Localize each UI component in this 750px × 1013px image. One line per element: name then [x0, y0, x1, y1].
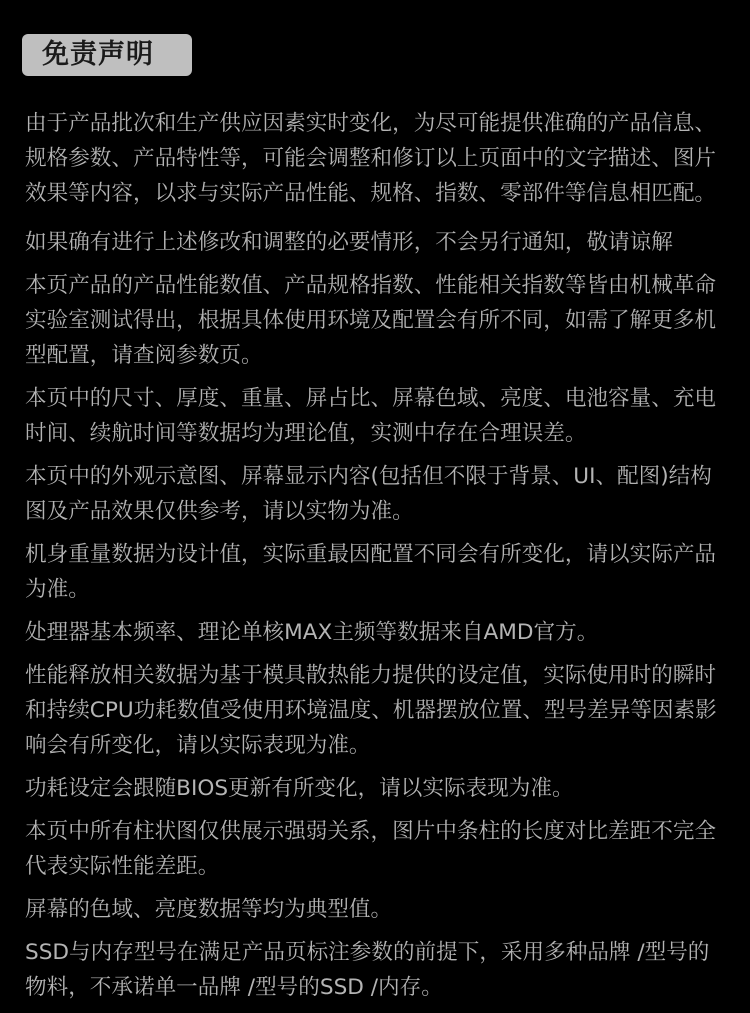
- disclaimer-paragraph: 机身重量数据为设计值，实际重最因配置不同会有所变化，请以实际产品为准。: [25, 542, 717, 602]
- disclaimer-paragraph: 本页中的外观示意图、屏幕显示内容(包括但不限于背景、UI、配图)结构图及产品效果仅供参考，请以实物为准。: [25, 464, 712, 524]
- disclaimer-body: [25, 106, 725, 1013]
- disclaimer-paragraph: 本页中所有柱状图仅供展示强弱关系，图片中条柱的长度对比差距不完全代表实际性能差距。: [25, 819, 717, 879]
- disclaimer-paragraph: 屏幕的色域、亮度数据等均为典型值。: [25, 897, 393, 922]
- disclaimer-paragraph: 本页中的尺寸、厚度、重量、屏占比、屏幕色域、亮度、电池容量、充电时间、续航时间等数据均为理论值，实测中存在合理误差。: [25, 386, 717, 446]
- disclaimer-paragraph: 性能释放相关数据为基于模具散热能力提供的设定值，实际使用时的瞬时和持续CPU功耗数值受使用环境温度、机器摆放位置、型号差异等因素影响会有所变化，请以实际表现为准。: [25, 663, 717, 758]
- disclaimer-paragraph: 功耗设定会跟随BIOS更新有所变化，请以实际表现为准。: [25, 776, 574, 801]
- disclaimer-paragraph: SSD与内存型号在满足产品页标注参数的前提下，采用多种品牌 /型号的物料，不承诺单一品牌 /型号的SSD /内存。: [25, 940, 710, 1000]
- disclaimer-paragraph: 处理器基本频率、理论单核MAX主频等数据来自AMD官方。: [25, 620, 599, 645]
- page-title: 免责声明: [22, 34, 192, 76]
- disclaimer-paragraph: 如果确有进行上述修改和调整的必要情形，不会另行通知，敬请谅解: [25, 230, 673, 255]
- disclaimer-paragraph: 由于产品批次和生产供应因素实时变化，为尽可能提供准确的产品信息、规格参数、产品特性等，可能会调整和修订以上页面中的文字描述、图片效果等内容，以求与实际产品性能、规格、指数、零部件等信息相匹配。: [25, 111, 717, 206]
- disclaimer-paragraph: 本页产品的产品性能数值、产品规格指数、性能相关指数等皆由机械革命实验室测试得出，根据具体使用环境及配置会有所不同，如需了解更多机型配置，请查阅参数页。: [25, 273, 717, 368]
